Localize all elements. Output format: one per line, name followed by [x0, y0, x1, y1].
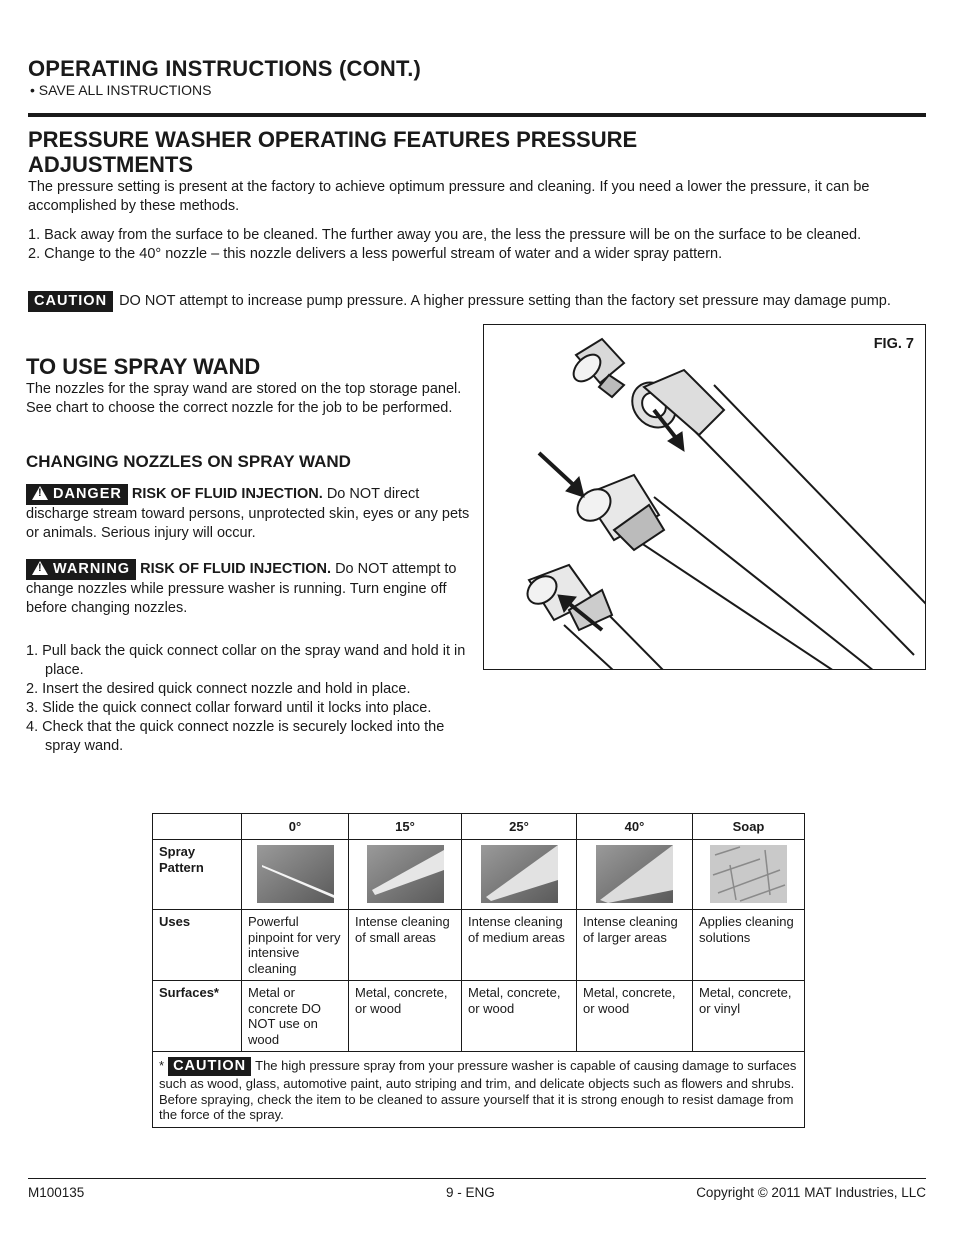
spray-pattern-row [153, 840, 805, 910]
spray-pattern-cell [577, 840, 693, 910]
column-header: Soap [693, 814, 805, 840]
caution-badge: CAUTION [28, 291, 113, 312]
nozzle-step: 2. Insert the desired quick connect nozzle and hold in place. [26, 681, 411, 697]
warning-notice [26, 559, 471, 618]
table-cell: Applies cleaning solutions [693, 910, 805, 981]
table-cell: Metal, concrete, or wood [349, 981, 462, 1052]
nozzle-change-steps [26, 642, 471, 756]
spray-pattern-cell [349, 840, 462, 910]
table-cell: Intense cleaning of small areas [349, 910, 462, 981]
nozzle-illustration [484, 325, 926, 670]
spray-pattern-cell [693, 840, 805, 910]
column-header: 25° [462, 814, 577, 840]
spray-40-image [596, 845, 673, 903]
figure-label: FIG. 7 [873, 336, 914, 352]
changing-nozzles-heading: CHANGING NOZZLES ON SPRAY WAND [26, 452, 351, 471]
spray-wand-heading: TO USE SPRAY WAND [26, 354, 261, 379]
chart-corner [153, 814, 242, 840]
page-title: OPERATING INSTRUCTIONS (CONT.) [28, 56, 422, 81]
page-subtitle: • SAVE ALL INSTRUCTIONS [30, 82, 212, 98]
spray-15-image [367, 845, 444, 903]
pressure-heading: PRESSURE WASHER OPERATING FEATURES PRESSURE ADJUSTMENTS [28, 127, 638, 177]
danger-notice [26, 484, 471, 543]
spray-0-image [257, 845, 334, 903]
row-header: Spray Pattern [153, 840, 242, 910]
footer-doc-number: M100135 [28, 1185, 85, 1200]
spray-soap-image [710, 845, 787, 903]
spray-wand-intro: The nozzles for the spray wand are stored on the top storage panel. See chart to choose the correct nozzle for the job to be performed. [26, 381, 462, 416]
danger-badge: !DANGER [26, 484, 128, 505]
table-cell: Powerful pinpoint for very intensive cleaning [242, 910, 349, 981]
surface-caution-note [153, 1052, 805, 1128]
nozzle-chart [152, 813, 805, 1128]
pressure-step: 2. Change to the 40° nozzle – this nozzle delivers a less powerful stream of water and a wider spray pattern. [28, 246, 723, 262]
warning-text: Do NOT attempt to change nozzles while pressure washer is running. Turn engine off before changing nozzles. [26, 561, 457, 616]
table-cell: Intense cleaning of larger areas [577, 910, 693, 981]
spray-pattern-cell [242, 840, 349, 910]
footer-copyright: Copyright © 2011 MAT Industries, LLC [696, 1185, 926, 1200]
danger-lead: RISK OF FLUID INJECTION. [131, 486, 323, 502]
warning-triangle-icon [32, 486, 48, 500]
nozzle-step: 3. Slide the quick connect collar forward until it locks into place. [26, 700, 432, 716]
column-header: 15° [349, 814, 462, 840]
footer-page-number: 9 - ENG [446, 1185, 495, 1200]
note-text: The high pressure spray from your pressure washer is capable of causing damage to surfaces such as wood, glass, automotive paint, auto striping and trim, and delicate objects such as flowers and shrubs. Before spraying, check the item to be cleaned to assure yourself that it is strong enough to resist damage from the force of the spray. [159, 1058, 797, 1122]
caution-badge: CAUTION [168, 1057, 251, 1076]
nozzle-step: 1. Pull back the quick connect collar on the spray wand and hold it in place. [26, 643, 466, 678]
spray-pattern-cell [462, 840, 577, 910]
table-cell: Metal or concrete DO NOT use on wood [242, 981, 349, 1052]
header-divider [28, 113, 926, 117]
table-cell: Metal, concrete, or vinyl [693, 981, 805, 1052]
caution-text: DO NOT attempt to increase pump pressure. A higher pressure setting than the factory set pressure may damage pump. [119, 293, 891, 309]
row-header: Surfaces* [153, 981, 242, 1052]
row-header: Uses [153, 910, 242, 981]
note-row [153, 1052, 805, 1128]
danger-text: Do NOT direct discharge stream toward persons, unprotected skin, eyes or any pets or animals. Serious injury will occur. [26, 486, 470, 541]
spray-25-image [481, 845, 558, 903]
surfaces-row [153, 981, 805, 1052]
footer-divider [28, 1178, 926, 1179]
column-header: 0° [242, 814, 349, 840]
uses-row [153, 910, 805, 981]
pressure-caution [28, 291, 918, 312]
pressure-intro: The pressure setting is present at the factory to achieve optimum pressure and cleaning. If you need a lower the pressure, it can be accomplished by these methods. [28, 179, 870, 214]
table-cell: Metal, concrete, or wood [577, 981, 693, 1052]
chart-header-row [153, 814, 805, 840]
note-star: * [159, 1058, 165, 1073]
warning-triangle-icon [32, 561, 48, 575]
column-header: 40° [577, 814, 693, 840]
pressure-steps [28, 226, 918, 264]
table-cell: Metal, concrete, or wood [462, 981, 577, 1052]
pressure-step: 1. Back away from the surface to be cleaned. The further away you are, the less the pressure will be on the surface to be cleaned. [28, 227, 862, 243]
figure-7 [483, 324, 926, 670]
nozzle-step: 4. Check that the quick connect nozzle is securely locked into the spray wand. [26, 719, 445, 754]
warning-badge: !WARNING [26, 559, 136, 580]
table-cell: Intense cleaning of medium areas [462, 910, 577, 981]
warning-lead: RISK OF FLUID INJECTION. [140, 561, 332, 577]
